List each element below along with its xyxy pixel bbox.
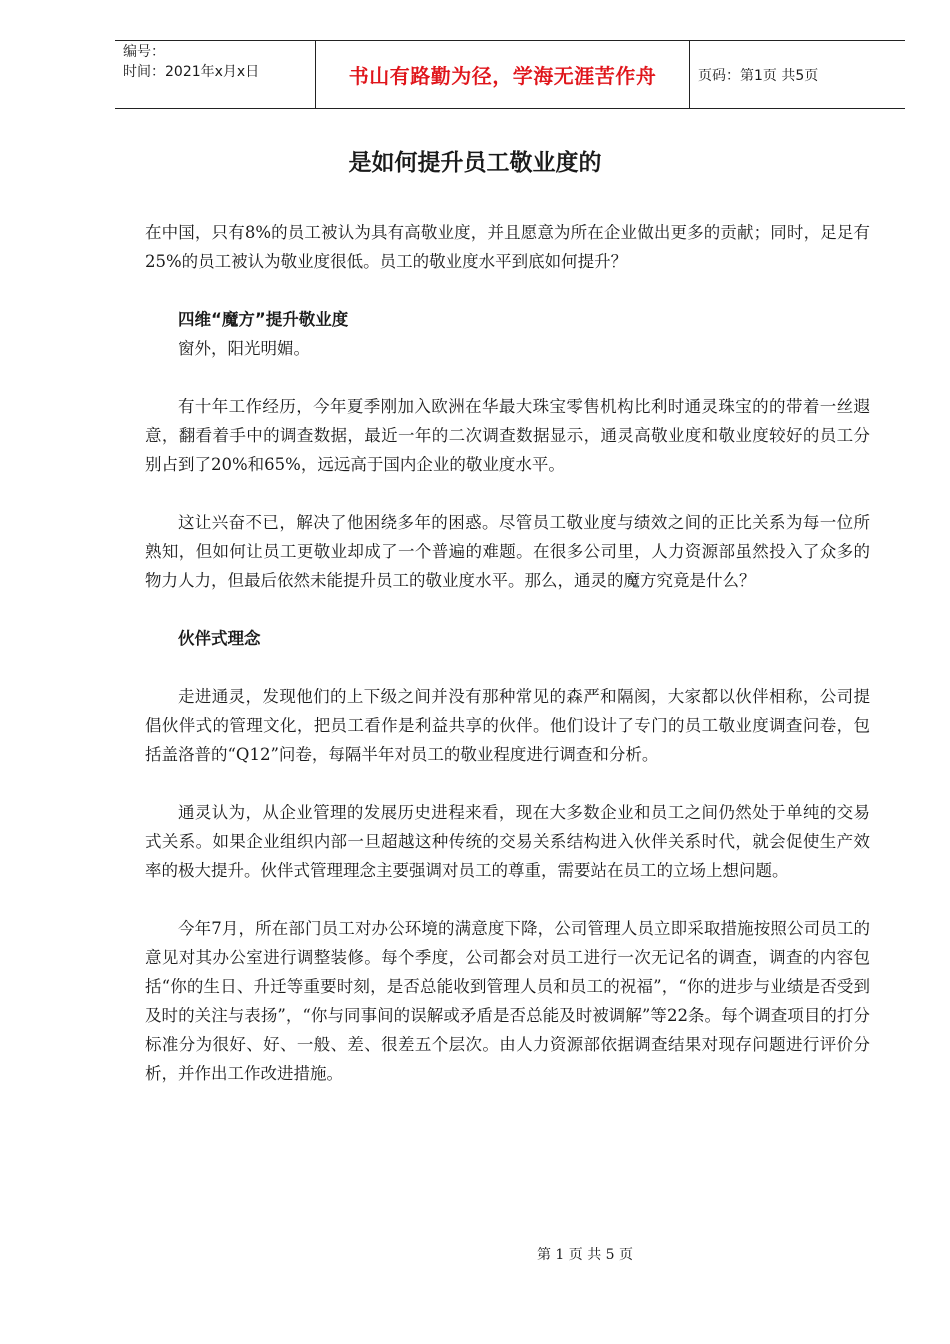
document-title: 是如何提升员工敬业度的 [348,150,602,176]
header-motto-cell [315,41,690,108]
page-footer: 第 1 页 共 5 页 [536,1247,634,1263]
body-paragraph: 今年7月，所在部门员工对办公环境的满意度下降，公司管理人员立即采取措施按照公司员工的意见对其办公室进行调整装修。每个季度，公司都会对员工进行一次无记名的调查，调查的内容包括“你的生日、升迁等重要时刻，是否总能收到管理人员和员工的祝福”，“你的进步与业绩是否受到及时的关注与表扬”，“你与同事间的误解或矛盾是否总能及时被调解”等22条。每个调查项目的打分标准分为很好、好、一般、差、很差五个层次。由人力资源部依据调查结果对现存问题进行评价分析，并作出工作改进措施。 [145,919,870,1083]
section-heading-partnership: 伙伴式理念 [178,629,261,648]
body-paragraph: 走进通灵，发现他们的上下级之间并没有那种常见的森严和隔阂，大家都以伙伴相称，公司提倡伙伴式的管理文化，把员工看作是利益共享的伙伴。他们设计了专门的员工敬业度调查问卷，包括盖洛普的“Q12”问卷，每隔半年对员工的敬业程度进行调查和分析。 [145,687,870,764]
document-body [145,218,870,1088]
header-page-cell [690,41,905,108]
section-heading-four-dimensions: 四维“魔方”提升敬业度 [178,310,349,329]
body-paragraph: 通灵认为，从企业管理的发展历史进程来看，现在大多数企业和员工之间仍然处于单纯的交易式关系。如果企业组织内部一旦超越这种传统的交易关系结构进入伙伴关系时代，就会促使生产效率的极大提升。伙伴式管理理念主要强调对员工的尊重，需要站在员工的立场上想问题。 [145,803,870,880]
body-paragraph: 有十年工作经历，今年夏季刚加入欧洲在华最大珠宝零售机构比利时通灵珠宝的的带着一丝遐意，翻看着手中的调查数据，最近一年的二次调查数据显示，通灵高敬业度和敬业度较好的员工分别占到了20%和65%，远远高于国内企业的敬业度水平。 [145,397,870,474]
document-header [115,40,905,109]
header-motto: 书山有路勤为径，学海无涯苦作舟 [348,64,657,88]
header-page-number: 页码：第1页 共5页 [698,67,819,84]
document-number-label: 编号： [123,44,165,60]
body-paragraph: 这让兴奋不已，解决了他困绕多年的困惑。尽管员工敬业度与绩效之间的正比关系为每一位所熟知，但如何让员工更敬业却成了一个普遍的难题。在很多公司里，人力资源部虽然投入了众多的物力人力，但最后依然未能提升员工的敬业度水平。那么，通灵的魔方究竟是什么？ [145,513,870,590]
document-date-label: 时间：2021年x月x日 [123,64,260,80]
intro-paragraph: 在中国，只有8%的员工被认为具有高敬业度，并且愿意为所在企业做出更多的贡献；同时，足足有25%的员工被认为敬业度很低。员工的敬业度水平到底如何提升？ [145,223,870,271]
header-meta [115,41,315,108]
body-paragraph: 窗外，阳光明媚。 [178,339,310,358]
